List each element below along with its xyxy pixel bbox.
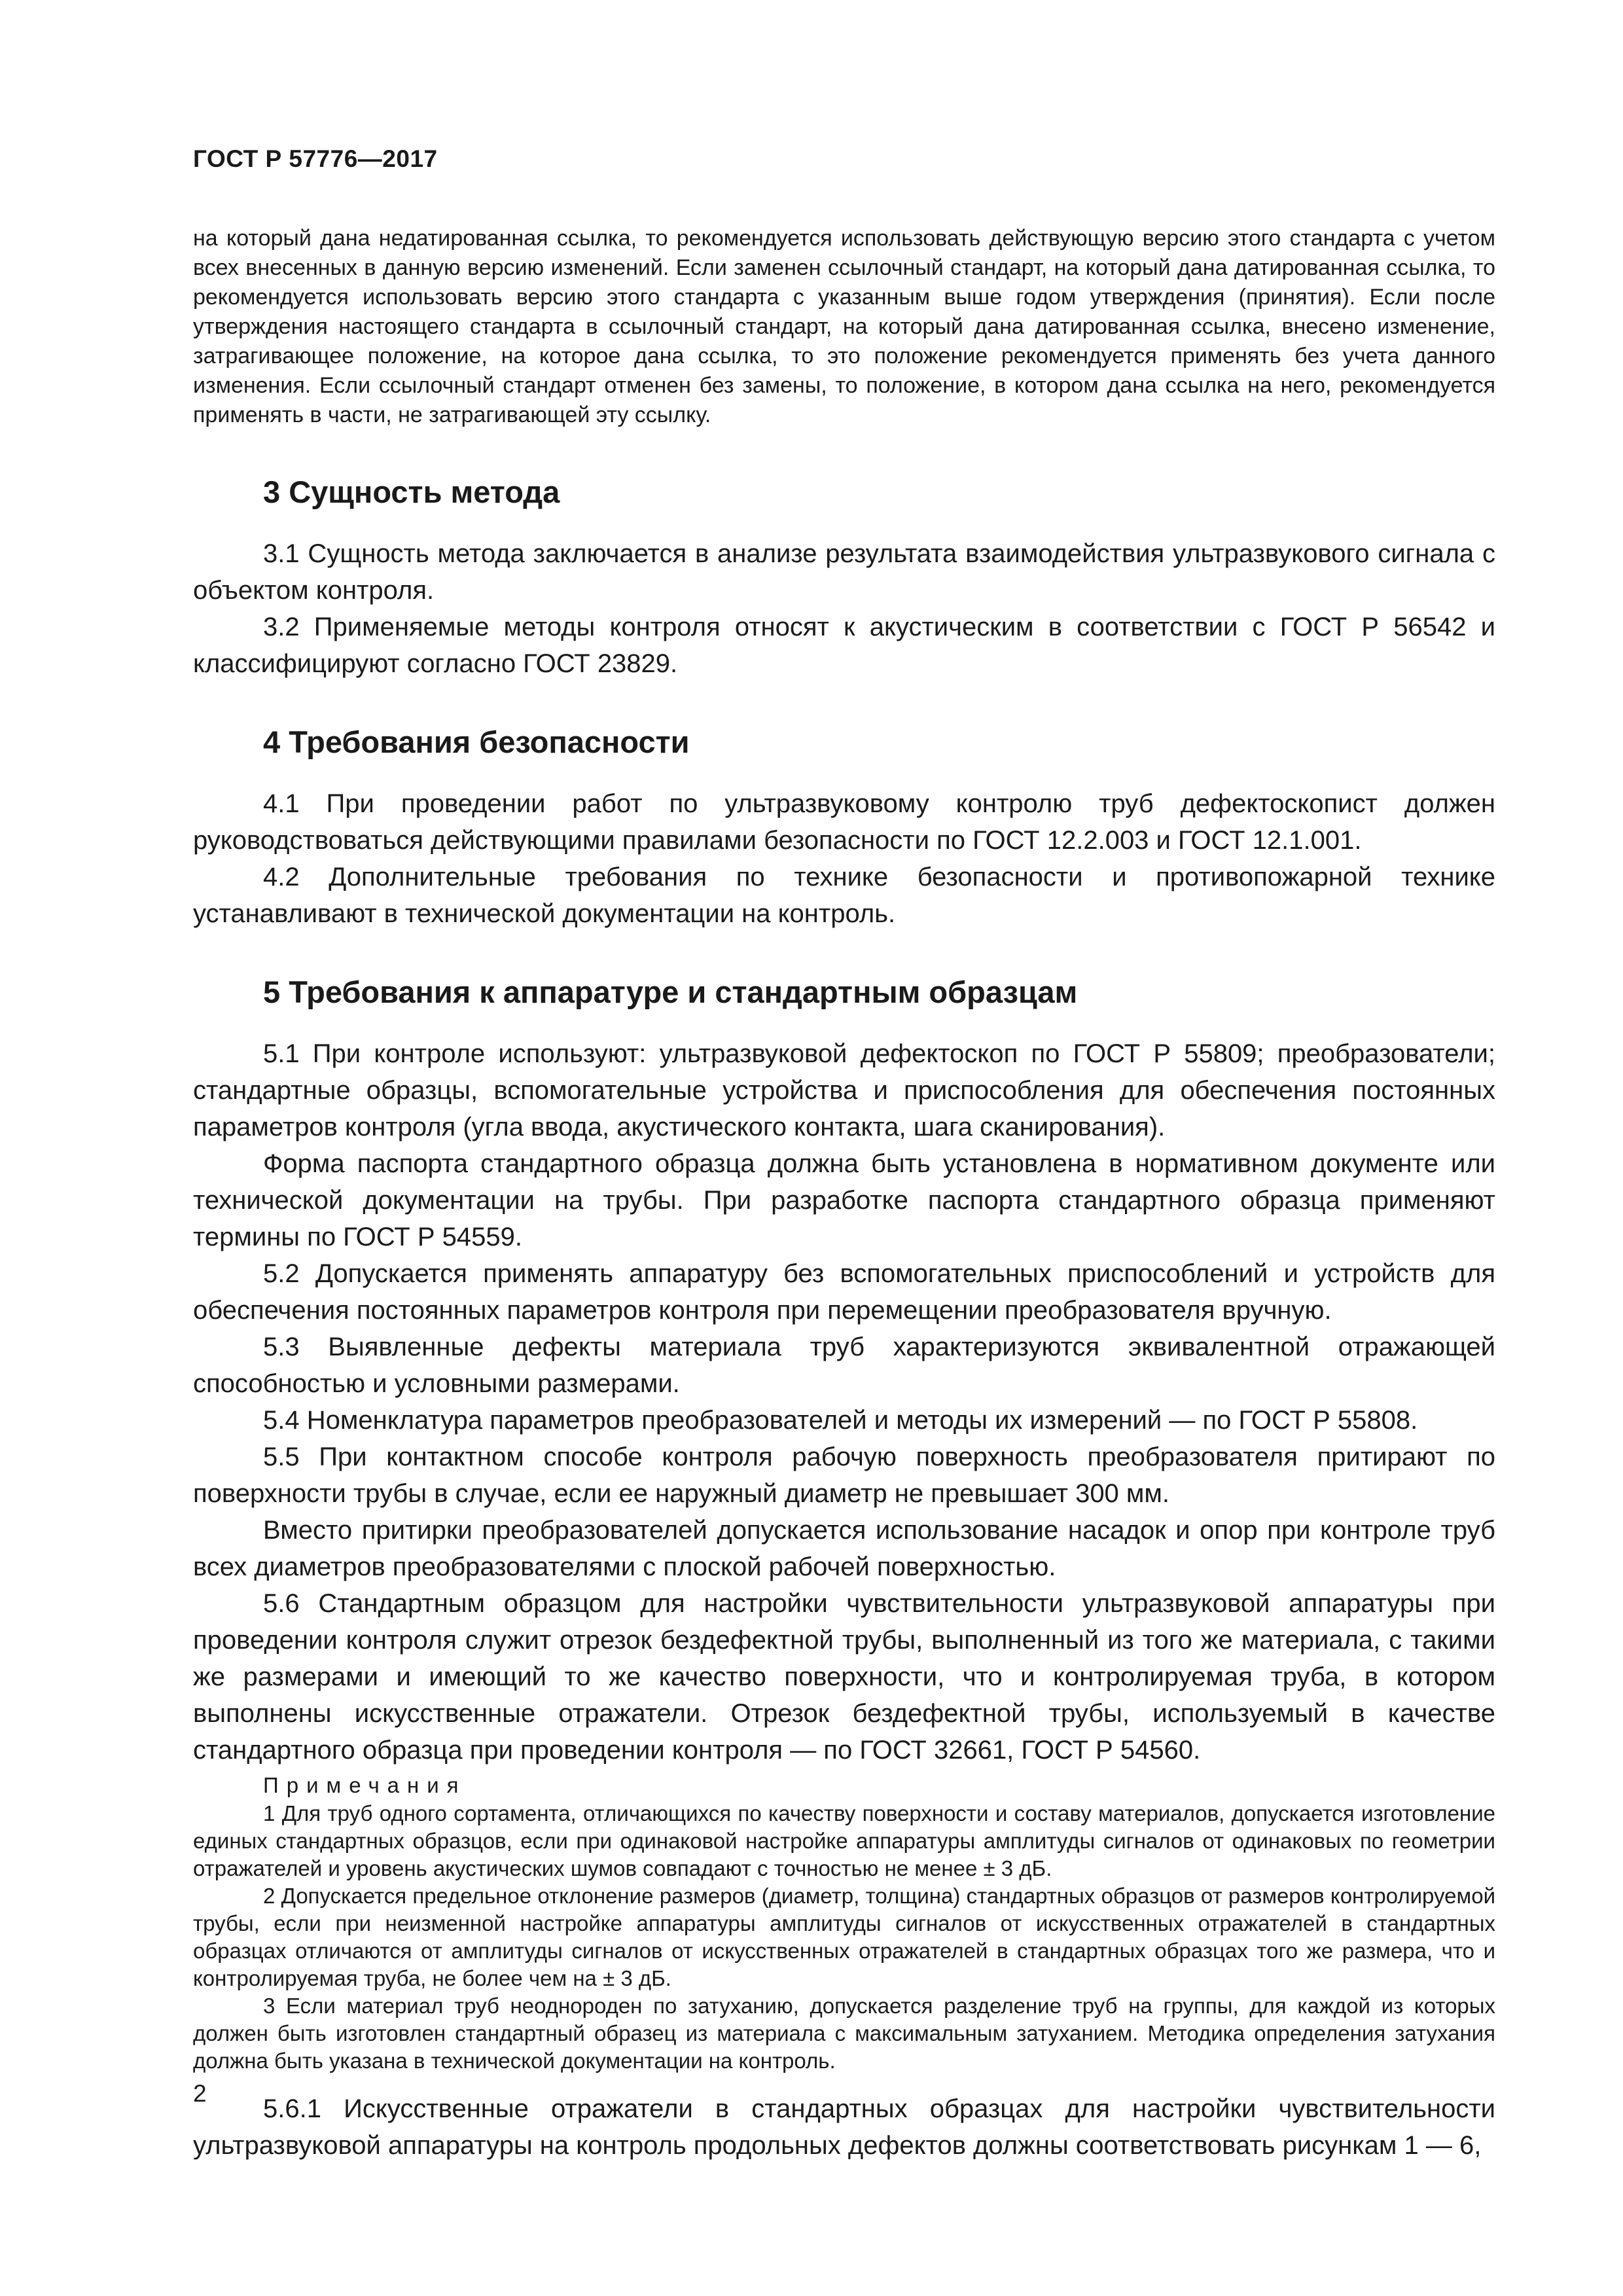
document-page bbox=[193, 145, 1495, 2164]
paragraph-5-2: 5.2 Допускается применять аппаратуру без вспомогательных приспособлений и устройств для обеспечения постоянных параметров контроля при перемещении преобразователя вручную. bbox=[193, 1259, 1495, 1325]
section-4-title: 4 Требования безопасности bbox=[263, 725, 690, 759]
section-5-title: 5 Требования к аппаратуре и стандартным образцам bbox=[263, 975, 1078, 1009]
paragraph-5-1: 5.1 При контроле используют: ультразвуковой дефектоскоп по ГОСТ Р 55809; преобразователи; стандартные образцы, вспомогательные устройства и приспособления для обеспечения постоянных параметров контроля (угла ввода, акустического контакта, шага сканирования). bbox=[193, 1039, 1495, 1141]
standard-designation: ГОСТ Р 57776—2017 bbox=[193, 145, 438, 172]
paragraph-5-5: 5.5 При контактном способе контроля рабочую поверхность преобразователя притирают по поверхности трубы в случае, если ее наружный диаметр не превышает 300 мм. bbox=[193, 1443, 1495, 1508]
paragraph-3-1: 3.1 Сущность метода заключается в анализе результата взаимодействия ультразвукового сигнала с объектом контроля. bbox=[193, 539, 1495, 605]
page-number: 2 bbox=[193, 2080, 207, 2107]
note-2: 2 Допускается предельное отклонение размеров (диаметр, толщина) стандартных образцов от размеров контролируемой трубы, если при неизменной настройке аппаратуры амплитуды сигналов от искусственных отражателей в стандартных образцах отличаются от амплитуды сигналов от искусственных отражателей в стандартных образцах того же размера, что и контролируемая труба, не более чем на ± 3 дБ. bbox=[193, 1884, 1495, 1990]
notes-block bbox=[193, 1771, 1495, 2075]
paragraph-4-1: 4.1 При проведении работ по ультразвуковому контролю труб дефектоскопист должен руководствоваться действующими правилами безопасности по ГОСТ 12.2.003 и ГОСТ 12.1.001. bbox=[193, 789, 1495, 855]
notes-title: Примечания bbox=[263, 1773, 467, 1797]
paragraph-5-5-alternative: Вместо притирки преобразователей допускается использование насадок и опор при контроле труб всех диаметров преобразователями с плоской рабочей поверхностью. bbox=[193, 1516, 1495, 1581]
paragraph-5-4: 5.4 Номенклатура параметров преобразователей и методы их измерений — по ГОСТ Р 55808. bbox=[263, 1406, 1418, 1435]
paragraph-5-3: 5.3 Выявленные дефекты материала труб характеризуются эквивалентной отражающей способностью и условными размерами. bbox=[193, 1333, 1495, 1398]
section-4 bbox=[193, 723, 1495, 932]
paragraph-5-6-1: 5.6.1 Искусственные отражатели в стандартных образцах для настройки чувствительности ультразвуковой аппаратуры на контроль продольных дефектов должны соответствовать рисункам 1 — 6, bbox=[193, 2094, 1495, 2160]
paragraph-5-1-passport: Форма паспорта стандартного образца должна быть установлена в нормативном документе или технической документации на трубы. При разработке паспорта стандартного образца применяют термины по ГОСТ Р 54559. bbox=[193, 1149, 1495, 1251]
section-5 bbox=[193, 973, 1495, 2164]
intro-paragraph: на который дана недатированная ссылка, то рекомендуется использовать действующую версию этого стандарта с учетом всех внесенных в данную версию изменений. Если заменен ссылочный стандарт, на который дана датированная ссылка, то рекомендуется использовать версию этого стандарта с указанным выше годом утверждения (принятия). Если после утверждения настоящего стандарта в ссылочный стандарт, на который дана датированная ссылка, внесено изменение, затрагивающее положение, на которое дана ссылка, то это положение рекомендуется применять без учета данного изменения. Если ссылочный стандарт отменен без замены, то положение, в котором дана ссылка на него, рекомендуется применять в части, не затрагивающей эту ссылку. bbox=[193, 226, 1495, 427]
paragraph-4-2: 4.2 Дополнительные требования по технике безопасности и противопожарной технике устанавливают в технической документации на контроль. bbox=[193, 863, 1495, 928]
section-3-title: 3 Сущность метода bbox=[263, 475, 560, 509]
paragraph-5-6: 5.6 Стандартным образцом для настройки чувствительности ультразвуковой аппаратуры при проведении контроля служит отрезок бездефектной трубы, выполненный из того же материала, с такими же размерами и имеющий то же качество поверхности, что и контролируемая труба, в котором выполнены искусственные отражатели. Отрезок бездефектной трубы, используемый в качестве стандартного образца при проведении контроля — по ГОСТ 32661, ГОСТ Р 54560. bbox=[193, 1589, 1495, 1765]
note-1: 1 Для труб одного сортамента, отличающихся по качеству поверхности и составу материалов, допускается изготовление единых стандартных образцов, если при одинаковой настройке аппаратуры амплитуды сигналов от одинаковых по геометрии отражателей и уровень акустических шумов совпадают с точностью не менее ± 3 дБ. bbox=[193, 1801, 1495, 1880]
note-3: 3 Если материал труб неоднороден по затуханию, допускается разделение труб на группы, для каждой из которых должен быть изготовлен стандартный образец из материала с максимальным затуханием. Методика определения затухания должна быть указана в технической документации на контроль. bbox=[193, 1994, 1495, 2073]
section-3 bbox=[193, 473, 1495, 682]
paragraph-3-2: 3.2 Применяемые методы контроля относят к акустическим в соответствии с ГОСТ Р 56542 и классифицируют согласно ГОСТ 23829. bbox=[193, 613, 1495, 678]
